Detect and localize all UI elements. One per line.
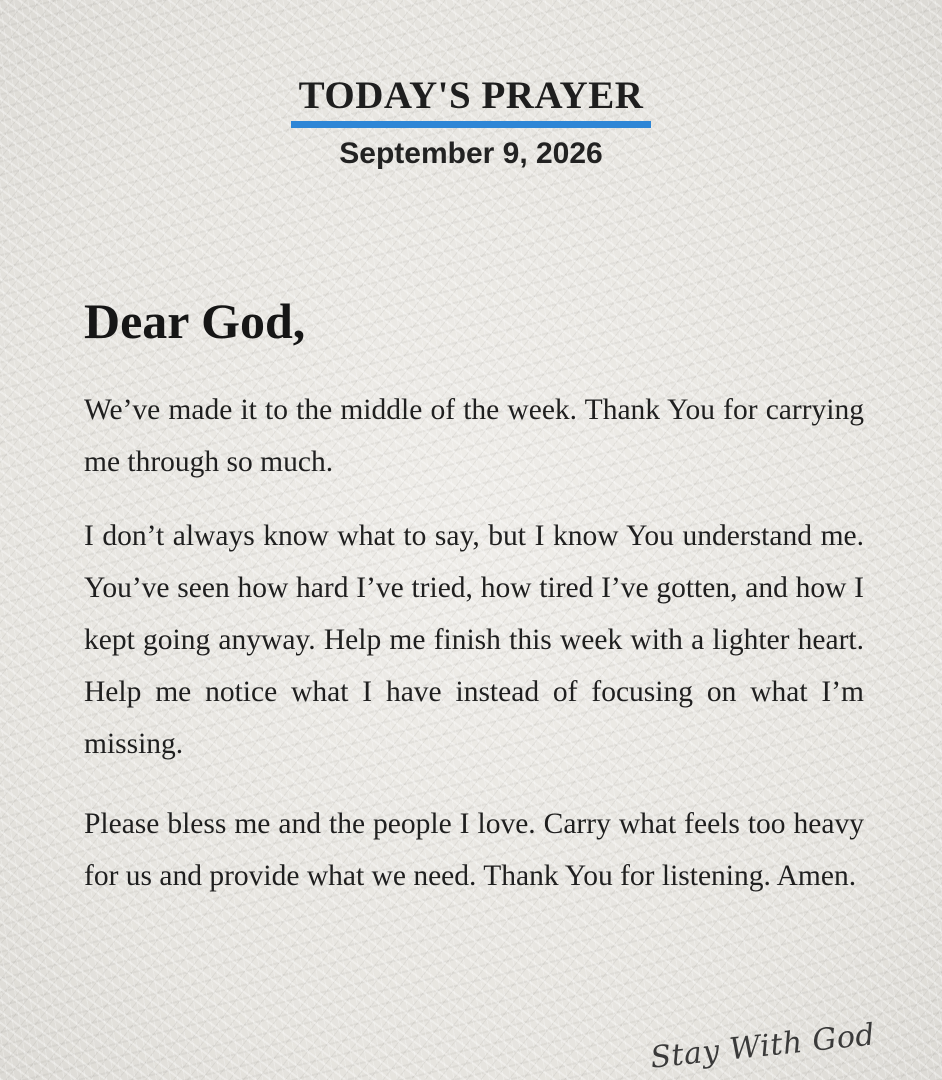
prayer-paragraph-3: Please bless me and the people I love. Carry what feels too heavy for us and provide what we need. Thank You for listening. Amen. (84, 808, 864, 892)
page-title: TODAY'S PRAYER (298, 74, 644, 117)
salutation: Dear God, (84, 293, 306, 349)
header-title-wrap (297, 72, 646, 126)
prayer-paragraph-2: I don’t always know what to say, but I know You understand me. You’ve seen how hard I’ve tried, how tired I’ve gotten, and how I kept going anyway. Help me finish this week with a lighter heart. Help me notice what I have instead of focusing on what I’m missing. (84, 520, 864, 760)
signature-watermark: Stay With God (649, 1017, 878, 1076)
header (0, 72, 942, 172)
prayer-paragraph-1: We’ve made it to the middle of the week. Thank You for carrying me through so much. (84, 394, 864, 478)
prayer-date: September 9, 2026 (339, 137, 603, 170)
title-underline (291, 121, 652, 128)
prayer-body (84, 384, 864, 926)
